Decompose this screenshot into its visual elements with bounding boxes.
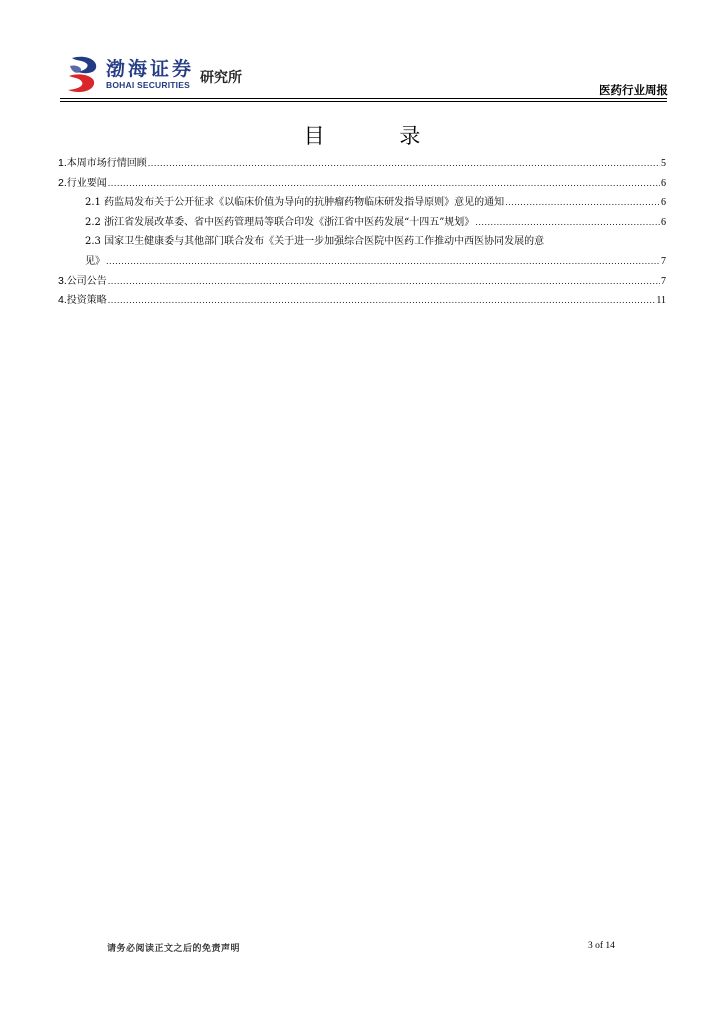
toc-page-number: 5 <box>661 158 666 169</box>
toc-entry-2-2[interactable] <box>58 213 666 233</box>
toc-leader-dots <box>108 174 660 194</box>
toc-entry-4[interactable] <box>58 291 666 311</box>
toc-page-number: 7 <box>661 275 666 287</box>
toc-leader-dots <box>108 291 656 311</box>
toc-entry-label: 2.行业要闻 <box>58 176 107 189</box>
toc-leader-dots <box>106 252 660 272</box>
toc-page-number: 6 <box>661 197 666 208</box>
table-of-contents <box>58 154 666 311</box>
toc-leader-dots <box>148 154 660 174</box>
toc-page-number: 6 <box>661 216 666 228</box>
toc-entry-label: 1.本周市场行情回顾 <box>58 157 147 169</box>
toc-entry-2-3-continued[interactable] <box>58 252 666 272</box>
header-divider <box>60 98 667 99</box>
toc-entry-label: 2.2 浙江省发展改革委、省中医药管理局等联合印发《浙江省中医药发展“十四五”规划》 <box>85 216 475 228</box>
toc-leader-dots <box>505 193 660 213</box>
toc-title: 目 录 <box>303 124 455 148</box>
header-divider-thin <box>60 101 667 102</box>
toc-entry-2[interactable] <box>58 174 666 194</box>
toc-entry-2-3[interactable] <box>58 232 666 252</box>
report-type: 医药行业周报 <box>599 83 668 97</box>
footer-disclaimer: 请务必阅读正文之后的免责声明 <box>107 944 241 954</box>
footer-page-info: 3 of 14 <box>588 941 615 951</box>
toc-entry-label: 2.3 国家卫生健康委与其他部门联合发布《关于进一步加强综合医院中医药工作推动中西医协同发展的意 <box>85 236 545 247</box>
company-name-en: BOHAI SECURITIES <box>106 80 190 90</box>
toc-page-number: 6 <box>661 177 666 189</box>
toc-entry-label: 4.投资策略 <box>58 294 107 306</box>
toc-entry-label: 2.1 药监局发布关于公开征求《以临床价值为导向的抗肿瘤药物临床研发指导原则》意见的通知 <box>85 197 505 208</box>
toc-leader-dots <box>108 272 660 292</box>
toc-page-number: 7 <box>661 256 666 267</box>
toc-page-number: 11 <box>656 295 666 306</box>
toc-entry-2-1[interactable] <box>58 193 666 213</box>
bohai-logo-icon <box>66 54 102 94</box>
institute-name: 研究所 <box>200 70 242 86</box>
company-logo <box>66 54 266 96</box>
toc-entry-3[interactable] <box>58 272 666 292</box>
toc-entry-label: 3.公司公告 <box>58 274 107 287</box>
company-name-cn: 渤海证券 <box>106 58 195 80</box>
toc-entry-1[interactable] <box>58 154 666 174</box>
toc-leader-dots <box>475 213 660 233</box>
toc-entry-label: 见》 <box>85 256 105 267</box>
